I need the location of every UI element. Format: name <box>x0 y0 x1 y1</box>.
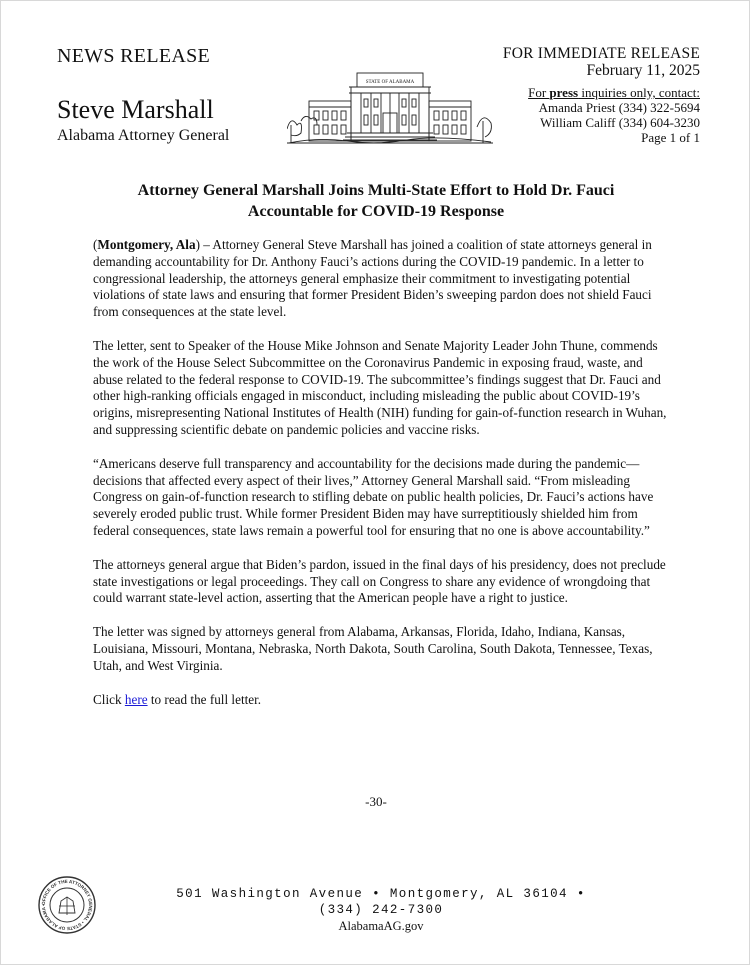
building-sign: STATE OF ALABAMA <box>365 80 415 85</box>
footer-address: 501 Washington Avenue • Montgomery, AL 36104 • (334) 242-7300 <box>176 887 586 917</box>
state-building-illustration <box>287 63 493 147</box>
footer <box>151 886 611 934</box>
dateline: Montgomery, Ala <box>97 237 196 252</box>
end-mark: -30- <box>365 794 387 809</box>
paragraph-3-quote: “Americans deserve full transparency and accountability for the decisions made during the pandemic—decisions that affected every aspect of their lives,” Attorney General Marshall said. “From misleading Congress on gain-of-function research to stifling debate on public health policies, Dr. Fauci’s actions have severely eroded public trust. While former President Biden may have surreptitiously shielded him from federal consequences, state laws remain a powerful tool for ensuring that no one is above accountability.” <box>93 455 654 538</box>
headline-line-1: Attorney General Marshall Joins Multi-State Effort to Hold Dr. Fauci <box>137 182 615 199</box>
release-info-block <box>503 45 700 145</box>
headline-line-2: Accountable for COVID-19 Response <box>247 203 505 220</box>
page-count: Page 1 of 1 <box>641 130 700 145</box>
press-contact-label: For press inquiries only, contact: <box>528 85 700 100</box>
official-title: Alabama Attorney General <box>57 127 230 144</box>
paragraph-5-signatories: The letter was signed by attorneys general from Alabama, Arkansas, Florida, Idaho, Indiana, Kansas, Louisiana, Missouri, Montana, Nebraska, North Dakota, South Carolina, South Dakota, Tennessee, Texas, Utah, and West Virginia. <box>93 624 653 673</box>
contact-william-califf: William Califf (334) 604-3230 <box>540 115 700 130</box>
full-letter-line: Click here to read the full letter. <box>93 691 262 707</box>
attorney-general-seal-icon <box>37 875 97 935</box>
full-letter-link[interactable]: here <box>124 691 148 707</box>
svg-text:OFFICE OF THE ATTORNEY GENERAL: OFFICE OF THE ATTORNEY GENERAL • STATE OF ALABAMA • <box>40 878 94 932</box>
paragraph-4: The attorneys general argue that Biden’s pardon, issued in the final days of his presidency, does not preclude state investigations or legal proceedings. They call on Congress to share any evidence of wrongdoing that could warrant state-level action, asserting that the American people have a right to justice. <box>93 556 666 606</box>
news-release-label: NEWS RELEASE <box>57 45 211 67</box>
article-body <box>93 237 673 725</box>
official-name: Steve Marshall <box>57 95 214 124</box>
contact-amanda-priest: Amanda Priest (334) 322-5694 <box>538 100 700 115</box>
paragraph-1: (Montgomery, Ala) – Attorney General Steve Marshall has joined a coalition of state attorneys general in demanding accountability for Dr. Anthony Fauci’s actions during the COVID-19 pandemic. In a letter to congressional leadership, the attorneys general emphasize their commitment to investigating potential violations of state laws and ensuring that former President Biden’s sweeping pardon does not shield Fauci from consequences at the state level. <box>93 237 652 320</box>
footer-website[interactable]: AlabamaAG.gov <box>338 919 424 933</box>
release-date: February 11, 2025 <box>586 62 700 79</box>
release-label: FOR IMMEDIATE RELEASE <box>502 45 700 62</box>
headline <box>81 180 671 222</box>
paragraph-2: The letter, sent to Speaker of the House Mike Johnson and Senate Majority Leader John Thune, commends the work of the House Select Subcommittee on the Coronavirus Pandemic in exposing fraud, waste, and abuse related to the federal response to COVID-19. The subcommittee’s findings suggest that Dr. Fauci and other high-ranking officials engaged in misconduct, including misleading the public about COVID-19’s origins, misrepresenting National Institutes of Health (NIH) funding for gain-of-function research in Wuhan, and suppressing scientific debate on pandemic policies and vaccine risks. <box>93 337 667 437</box>
